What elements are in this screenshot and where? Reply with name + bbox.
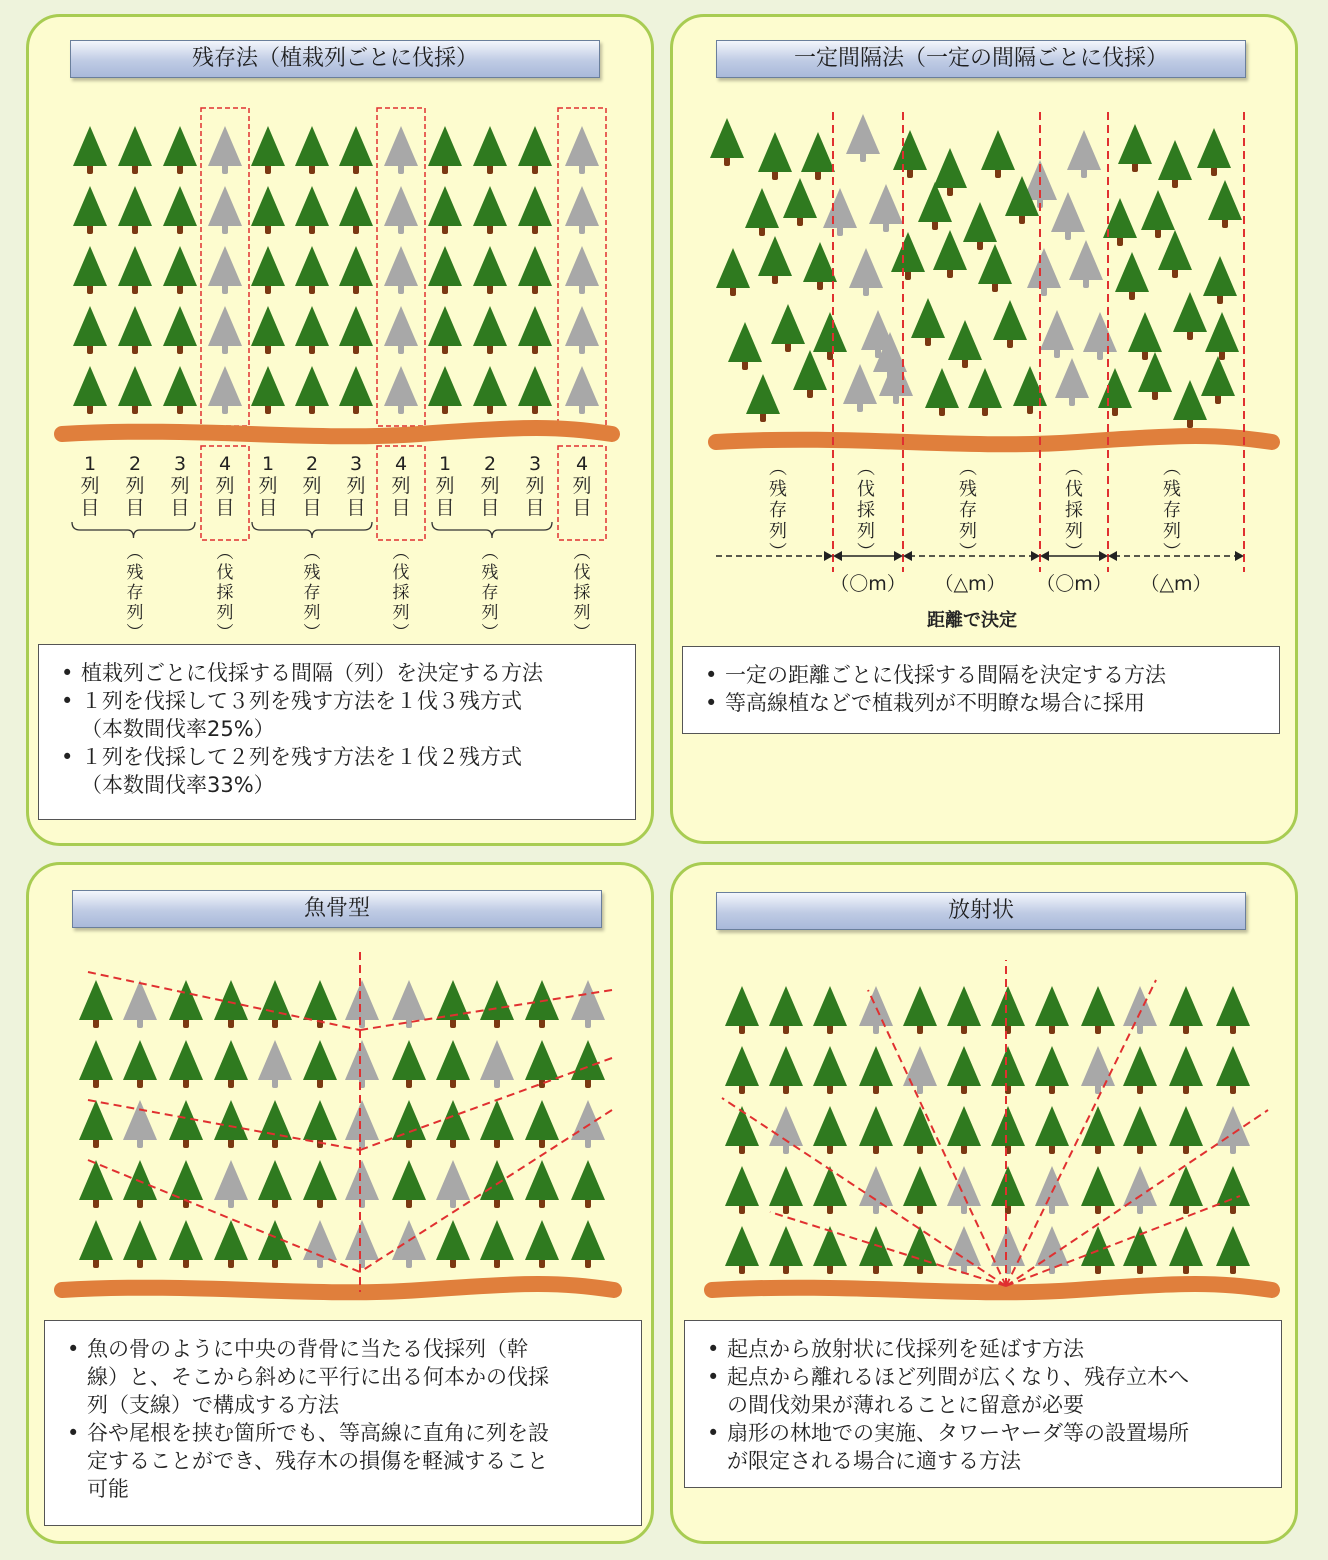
group-label: ︶ [126, 623, 144, 643]
band-label: ︵ [1163, 458, 1181, 479]
group-label: ︵ [392, 543, 410, 563]
distance-label: （〇m） [1036, 573, 1112, 595]
column-label: 4 [394, 453, 408, 475]
note-item [61, 659, 625, 687]
group-label: 列 [573, 603, 591, 623]
note-text: 魚の骨のように中央の背骨に当たる伐採列（幹 線）と、そこから斜めに平行に出る何本かの伐採 列（支線）で構成する方法 [87, 1337, 549, 1417]
column-label: 1 [261, 453, 275, 475]
group-label: ︵ [126, 543, 144, 563]
column-label: 目 [215, 497, 235, 519]
band-label: ︶ [1065, 542, 1083, 563]
column-label: 列 [258, 475, 278, 497]
bullet-icon: • [67, 1421, 80, 1445]
column-label: 列 [346, 475, 366, 497]
band-label: 伐 [1065, 479, 1083, 500]
column-label: 4 [218, 453, 232, 475]
band-label: 列 [959, 521, 977, 542]
band-label: ︶ [1163, 542, 1181, 563]
note-text: 起点から放射状に伐採列を延ばす方法 [727, 1337, 1084, 1361]
note-text: 等高線植などで植栽列が不明瞭な場合に採用 [725, 691, 1145, 715]
note-item [707, 1363, 1271, 1419]
band-label: 列 [769, 521, 787, 542]
bullet-icon: • [707, 1365, 720, 1389]
distance-label: （〇m） [830, 573, 906, 595]
note-text: １列を伐採して２列を残す方法を１伐２残方式 （本数間伐率33%） [81, 745, 522, 797]
note-item [707, 1419, 1271, 1475]
group-label: ︶ [303, 623, 321, 643]
band-label: ︶ [769, 542, 787, 563]
column-label: 列 [80, 475, 100, 497]
band-label: ︶ [959, 542, 977, 563]
band-label: 採 [857, 500, 875, 521]
note-text: 一定の距離ごとに伐採する間隔を決定する方法 [725, 663, 1166, 687]
group-label: ︶ [573, 623, 591, 643]
group-label: 存 [303, 583, 321, 603]
column-label: 1 [438, 453, 452, 475]
panel-title-residual: 残存法（植栽列ごとに伐採） [70, 40, 600, 78]
bullet-icon: • [67, 1337, 80, 1361]
bullet-icon: • [705, 691, 718, 715]
group-label: ︶ [216, 623, 234, 643]
column-label: 目 [125, 497, 145, 519]
band-label: 残 [1163, 479, 1181, 500]
band-label: 存 [1163, 500, 1181, 521]
interval-notes [682, 646, 1280, 734]
panel-title-radial: 放射状 [716, 892, 1246, 930]
panel-title-fishbone: 魚骨型 [72, 890, 602, 928]
band-label: ︵ [857, 458, 875, 479]
column-label: 2 [305, 453, 319, 475]
distance-caption: 距離で決定 [927, 610, 1017, 631]
note-item [705, 661, 1269, 689]
group-label: ︵ [303, 543, 321, 563]
group-label: 列 [392, 603, 410, 623]
group-label: 列 [481, 603, 499, 623]
group-label: 採 [573, 583, 591, 603]
note-text: １列を伐採して３列を残す方法を１伐３残方式 （本数間伐率25%） [81, 689, 522, 741]
group-label: 残 [126, 563, 144, 583]
residual-notes [38, 644, 636, 820]
column-label: 目 [480, 497, 500, 519]
band-label: 存 [769, 500, 787, 521]
band-label: 残 [769, 479, 787, 500]
column-label: 列 [391, 475, 411, 497]
column-label: 目 [391, 497, 411, 519]
note-text: 起点から離れるほど列間が広くなり、残存立木へ の間伐効果が薄れることに留意が必要 [727, 1365, 1189, 1417]
group-label: 残 [481, 563, 499, 583]
column-label: 目 [525, 497, 545, 519]
note-text: 扇形の林地での実施、タワーヤーダ等の設置場所 が限定される場合に適する方法 [727, 1421, 1189, 1473]
group-label: 存 [126, 583, 144, 603]
note-item [67, 1419, 631, 1503]
note-item [61, 743, 625, 799]
column-label: 3 [349, 453, 363, 475]
group-label: 列 [126, 603, 144, 623]
band-label: 列 [857, 521, 875, 542]
band-label: 存 [959, 500, 977, 521]
note-item [61, 687, 625, 743]
group-label: ︶ [481, 623, 499, 643]
group-label: ︵ [573, 543, 591, 563]
column-label: 列 [302, 475, 322, 497]
group-label: ︶ [392, 623, 410, 643]
group-label: 伐 [573, 563, 591, 583]
band-label: 伐 [857, 479, 875, 500]
column-label: 4 [575, 453, 589, 475]
group-label: ︵ [216, 543, 234, 563]
group-label: ︵ [481, 543, 499, 563]
bullet-icon: • [705, 663, 718, 687]
column-label: 列 [170, 475, 190, 497]
band-label: 列 [1163, 521, 1181, 542]
column-label: 列 [215, 475, 235, 497]
note-item [705, 689, 1269, 717]
group-label: 存 [481, 583, 499, 603]
note-text: 谷や尾根を挟む箇所でも、等高線に直角に列を設 定することができ、残存木の損傷を軽減すること 可能 [87, 1421, 549, 1501]
distance-label: （△m） [934, 573, 1006, 595]
column-label: 3 [528, 453, 542, 475]
group-label: 列 [216, 603, 234, 623]
column-label: 列 [525, 475, 545, 497]
column-label: 列 [572, 475, 592, 497]
band-label: ︵ [769, 458, 787, 479]
group-label: 採 [216, 583, 234, 603]
distance-label: （△m） [1140, 573, 1212, 595]
band-label: ︶ [857, 542, 875, 563]
band-label: ︵ [1065, 458, 1083, 479]
band-label: 列 [1065, 521, 1083, 542]
column-label: 目 [80, 497, 100, 519]
group-label: 列 [303, 603, 321, 623]
column-label: 2 [128, 453, 142, 475]
group-label: 伐 [392, 563, 410, 583]
bullet-icon: • [707, 1337, 720, 1361]
column-label: 1 [83, 453, 97, 475]
column-label: 目 [258, 497, 278, 519]
column-label: 列 [125, 475, 145, 497]
note-item [67, 1335, 631, 1419]
column-label: 列 [435, 475, 455, 497]
group-label: 採 [392, 583, 410, 603]
band-label: 採 [1065, 500, 1083, 521]
radial-notes [684, 1320, 1282, 1488]
column-label: 列 [480, 475, 500, 497]
fishbone-notes [44, 1320, 642, 1526]
bullet-icon: • [61, 745, 74, 769]
column-label: 目 [572, 497, 592, 519]
group-label: 残 [303, 563, 321, 583]
column-label: 目 [170, 497, 190, 519]
note-text: 植栽列ごとに伐採する間隔（列）を決定する方法 [81, 661, 543, 685]
group-label: 伐 [216, 563, 234, 583]
column-label: 2 [483, 453, 497, 475]
band-label: 残 [959, 479, 977, 500]
note-item [707, 1335, 1271, 1363]
panel-title-interval: 一定間隔法（一定の間隔ごとに伐採） [716, 40, 1246, 78]
bullet-icon: • [61, 689, 74, 713]
column-label: 目 [302, 497, 322, 519]
bullet-icon: • [61, 661, 74, 685]
column-label: 3 [173, 453, 187, 475]
band-label: ︵ [959, 458, 977, 479]
bullet-icon: • [707, 1421, 720, 1445]
column-label: 目 [435, 497, 455, 519]
column-label: 目 [346, 497, 366, 519]
